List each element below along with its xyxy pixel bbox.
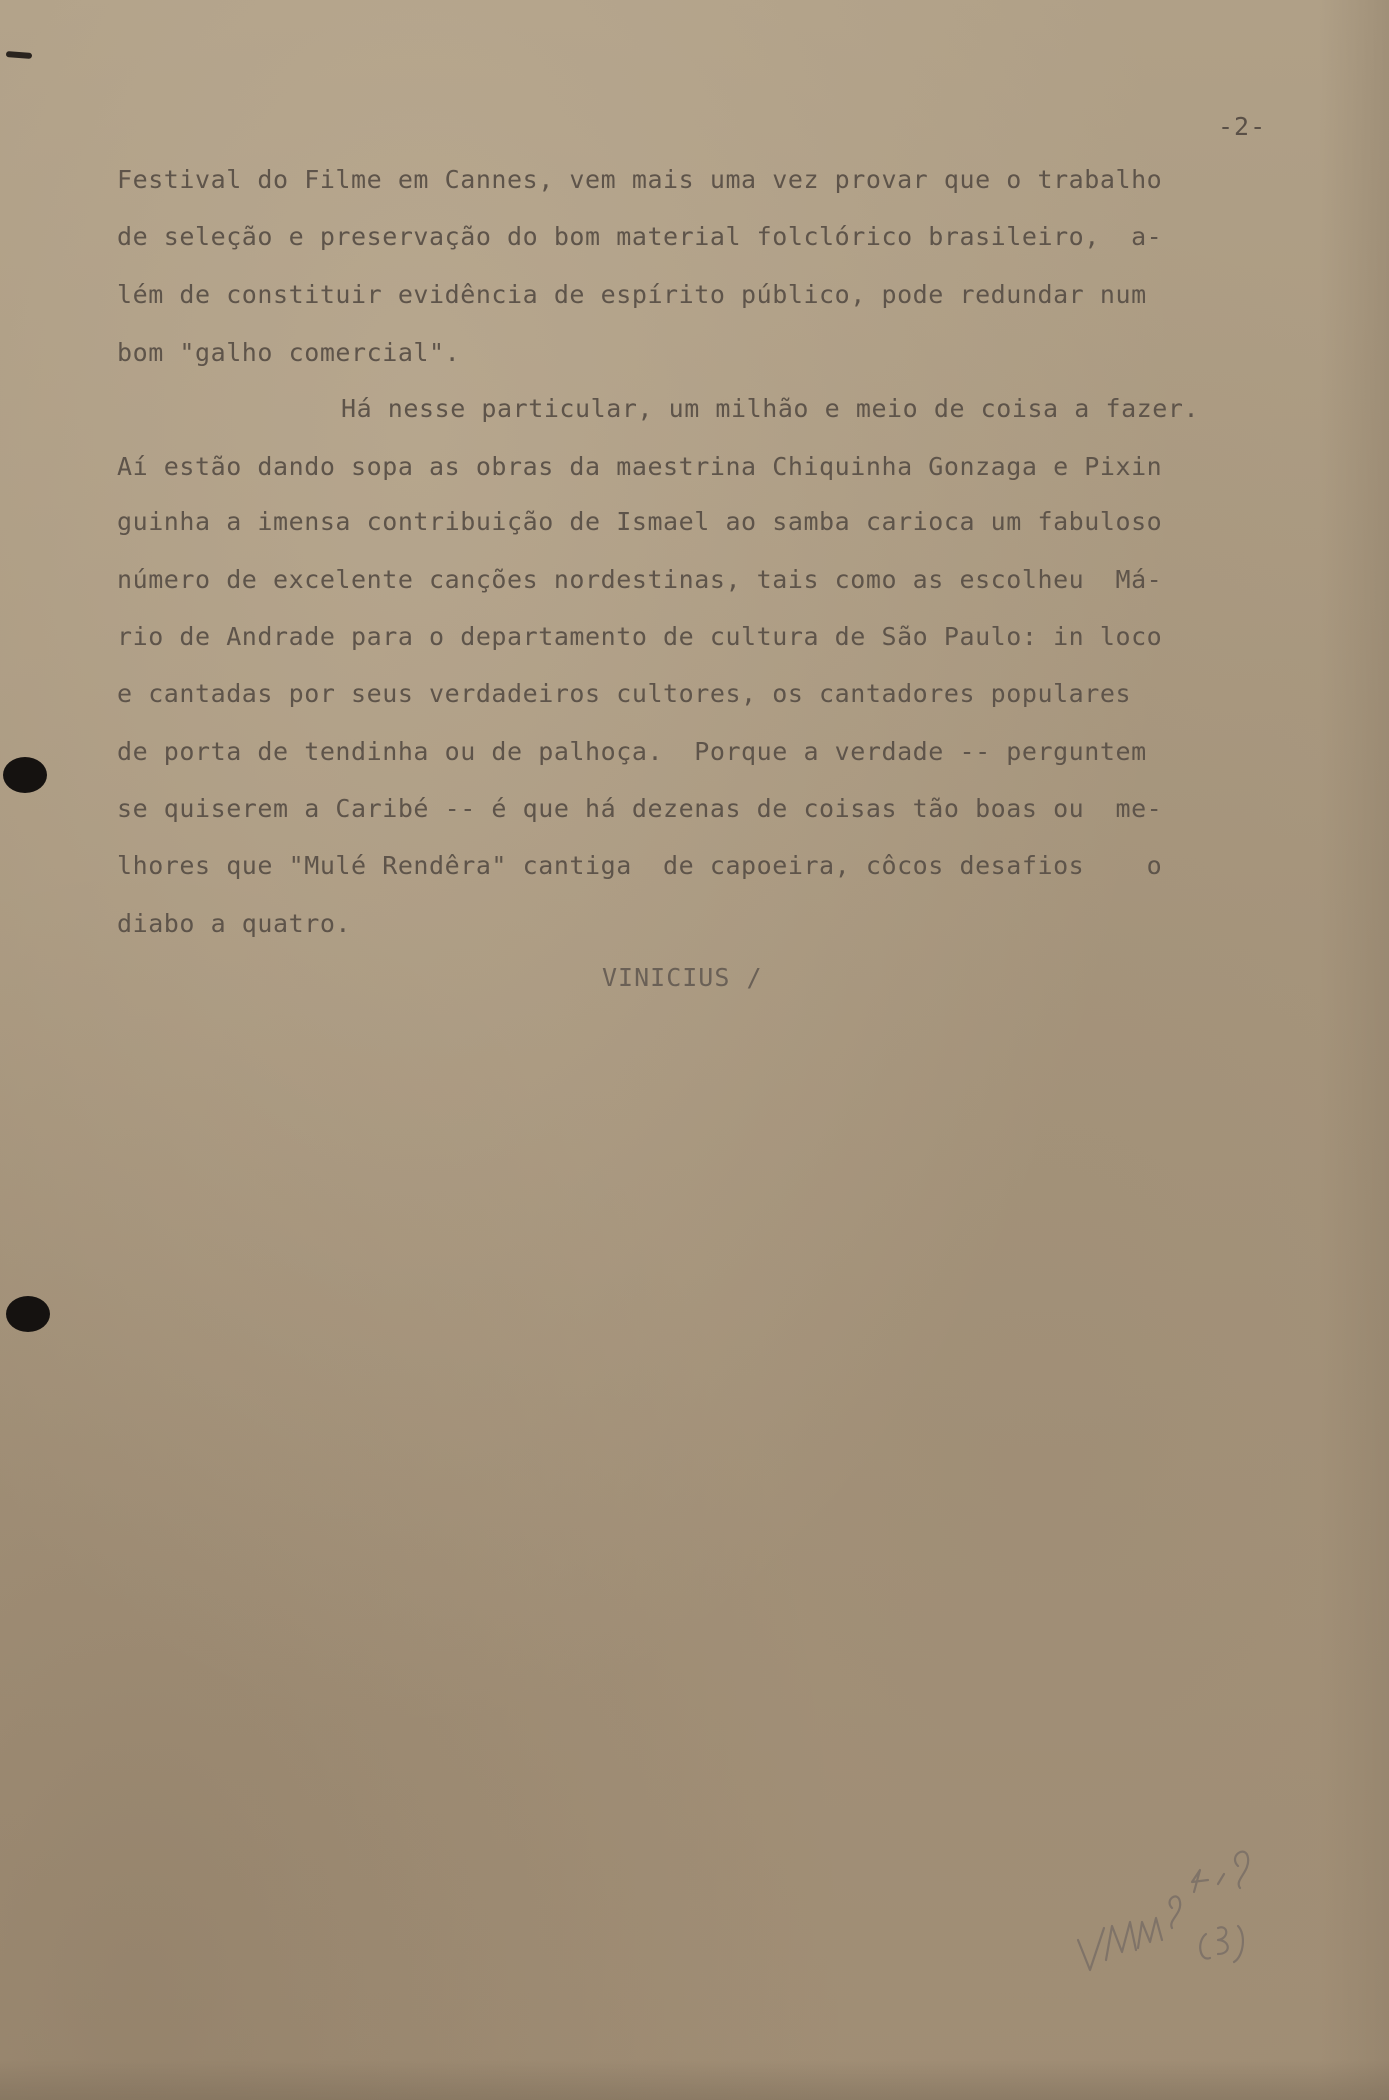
body-line: lém de constituir evidência de espírito público, pode redundar num bbox=[117, 280, 1147, 309]
punch-hole-top bbox=[3, 757, 47, 793]
body-line: se quiserem a Caribé -- é que há dezenas de coisas tão boas ou me- bbox=[117, 794, 1163, 823]
handwritten-archive-note bbox=[1068, 1830, 1298, 1990]
signature: VINICIUS / bbox=[602, 963, 763, 992]
body-line-paragraph-start: Há nesse particular, um milhão e meio de coisa a fazer. bbox=[341, 394, 1200, 423]
body-line: Festival do Filme em Cannes, vem mais uma vez provar que o trabalho bbox=[117, 165, 1163, 194]
body-line: lhores que "Mulé Rendêra" cantiga de capoeira, côcos desafios o bbox=[117, 851, 1163, 880]
page-number: -2- bbox=[1218, 112, 1267, 141]
body-line: e cantadas por seus verdadeiros cultores, os cantadores populares bbox=[117, 679, 1132, 708]
body-line: diabo a quatro. bbox=[117, 909, 352, 938]
body-line: de seleção e preservação do bom material folclórico brasileiro, a- bbox=[117, 222, 1163, 251]
body-line: Aí estão dando sopa as obras da maestrina Chiquinha Gonzaga e Pixin bbox=[117, 452, 1163, 481]
body-line: de porta de tendinha ou de palhoça. Porque a verdade -- perguntem bbox=[117, 737, 1147, 766]
punch-hole-bottom bbox=[6, 1296, 50, 1332]
body-line: guinha a imensa contribuição de Ismael ao samba carioca um fabuloso bbox=[117, 507, 1163, 536]
body-line: número de excelente canções nordestinas, tais como as escolheu Má- bbox=[117, 565, 1163, 594]
paper-bottom-edge bbox=[0, 2060, 1389, 2100]
corner-ink-mark bbox=[6, 51, 32, 59]
body-line: bom "galho comercial". bbox=[117, 338, 461, 367]
body-line: rio de Andrade para o departamento de cultura de São Paulo: in loco bbox=[117, 622, 1163, 651]
paper-edge-shadow bbox=[1319, 0, 1389, 2100]
